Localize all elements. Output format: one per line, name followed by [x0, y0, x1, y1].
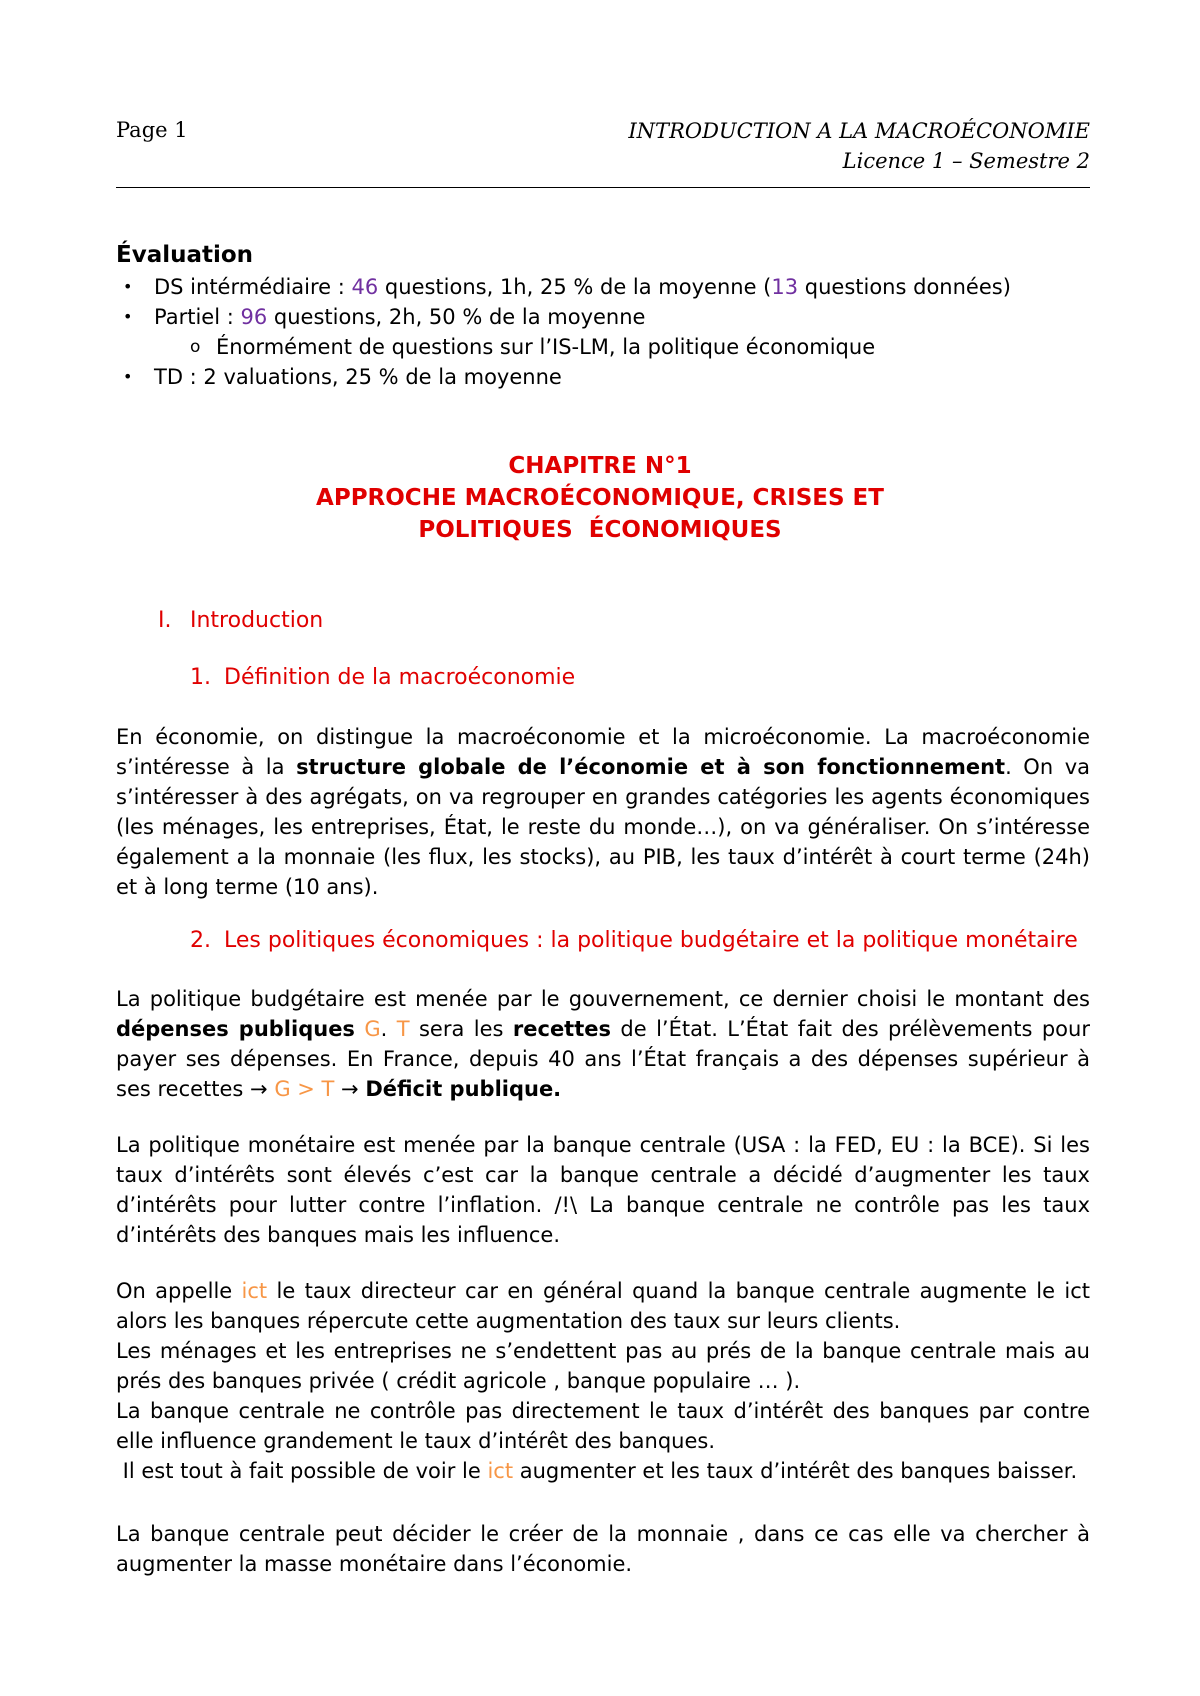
- paragraph-monetaire: La politique monétaire est menée par la banque centrale (USA : la FED, EU : la BCE). Si les taux d’intérêts sont élevés c’est car la banque centrale a décidé d’augmenter les taux d’intérêts pour lutter contre l’inflation. /!\ La banque centrale ne contrôle pas les taux d’intérêts des banques mais les influence.: [116, 1133, 1090, 1247]
- evaluation-heading: Évaluation: [116, 242, 254, 268]
- paragraph-creation-monnaie: La banque centrale peut décider le créer de la monnaie , dans ce cas elle va chercher à augmenter la masse monétaire dans l’économie.: [116, 1522, 1090, 1576]
- running-header: [628, 116, 1090, 176]
- list-subitem-islm: o Énormément de questions sur l’IS-LM, la politique économique: [116, 332, 1090, 362]
- evaluation-list: [116, 272, 1090, 392]
- page-number: Page 1: [116, 118, 188, 142]
- paragraph-definition: En économie, on distingue la macroéconomie et la microéconomie. La macroéconomie s’intéresse à la structure globale de l’économie et à son fonctionnement. On va s’intéresser à des agrégats, on va regrouper en grandes catégories les agents économiques (les ménages, les entreprises, État, le reste du monde…), on va généraliser. On s’intéresse également a la monnaie (les flux, les stocks), au PIB, les taux d’intérêt à court terme (24h) et à long terme (10 ans).: [116, 725, 1091, 899]
- subsection-heading-definition: 1. Définition de la macroéconomie: [190, 665, 576, 690]
- course-level: Licence 1 – Semestre 2: [842, 149, 1090, 173]
- paragraph-budgetaire: La politique budgétaire est menée par le gouvernement, ce dernier choisi le montant des dépenses publiques G. T sera les recettes de l’État. L’État fait des prélèvements pour payer ses dépenses. En France, depuis 40 ans l’État français a des dépenses supérieur à ses recettes → G > T → Déficit publique.: [116, 987, 1090, 1101]
- subsection-heading-politiques: 2. Les politiques économiques : la politique budgétaire et la politique monétaire: [190, 928, 1078, 953]
- chapter-title: CHAPITRE N°1 APPROCHE MACROÉCONOMIQUE, CRISES ET POLITIQUES ÉCONOMIQUES: [316, 453, 884, 543]
- section-heading-introduction: I. Introduction: [158, 608, 324, 633]
- course-title: INTRODUCTION A LA MACROÉCONOMIE: [628, 119, 1090, 143]
- list-item-partiel: • Partiel : 96 questions, 2h, 50 % de la moyenne: [116, 302, 1090, 332]
- list-item-td: • TD : 2 valuations, 25 % de la moyenne: [116, 362, 1090, 392]
- paragraph-taux-directeur: On appelle ict le taux directeur car en général quand la banque centrale augmente le ict alors les banques répercute cette augmentation des taux sur leurs clients. Les ménages et les entreprises ne s’endettent pas au prés de la banque centrale mais au prés des banques privée ( crédit agricole , banque populaire … ). La banque centrale ne contrôle pas directement le taux d’intérêt des banques par contre elle influence grandement le taux d’intérêt des banques. Il est tout à fait possible de voir le ict augmenter et les taux d’intérêt des banques baisser.: [116, 1279, 1090, 1483]
- list-item-ds: • DS intérmédiaire : 46 questions, 1h, 25 % de la moyenne (13 questions données): [116, 272, 1090, 302]
- header-divider: [116, 187, 1090, 188]
